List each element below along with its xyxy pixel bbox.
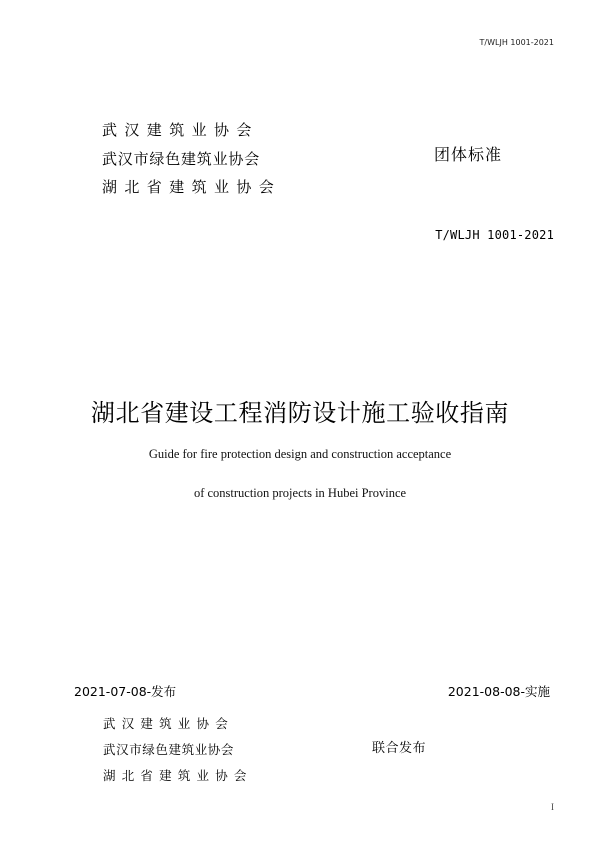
issuer-wuhan-green-construction: 武汉市绿色建筑业协会 — [102, 149, 261, 168]
standard-number: T/WLJH 1001-2021 — [435, 228, 554, 242]
publish-date: 2021-07-08-发布 — [74, 684, 177, 699]
issuer-bottom-wuhan-construction: 武汉建筑业协会 — [103, 716, 234, 731]
header-standard-code: T/WLJH 1001-2021 — [479, 38, 554, 47]
standard-type-label: 团体标准 — [434, 145, 503, 164]
issuer-bottom-wuhan-green-construction: 武汉市绿色建筑业协会 — [103, 742, 235, 757]
issuer-hubei-construction: 湖北省建筑业协会 — [102, 178, 282, 196]
document-title-english-line1: Guide for fire protection design and construction acceptance — [148, 447, 452, 461]
page-number: I — [551, 802, 554, 812]
joint-issue-label: 联合发布 — [372, 741, 427, 756]
implement-date: 2021-08-08-实施 — [447, 684, 550, 699]
issuer-bottom-hubei-construction: 湖北省建筑业协会 — [103, 768, 253, 783]
issuers-top-block — [102, 116, 281, 202]
issuer-wuhan-construction: 武汉建筑业协会 — [102, 121, 259, 139]
document-title-chinese: 湖北省建设工程消防设计施工验收指南 — [90, 399, 510, 427]
issuers-bottom-block — [103, 711, 253, 789]
document-title-english-line2: of construction projects in Hubei Province — [193, 486, 407, 500]
